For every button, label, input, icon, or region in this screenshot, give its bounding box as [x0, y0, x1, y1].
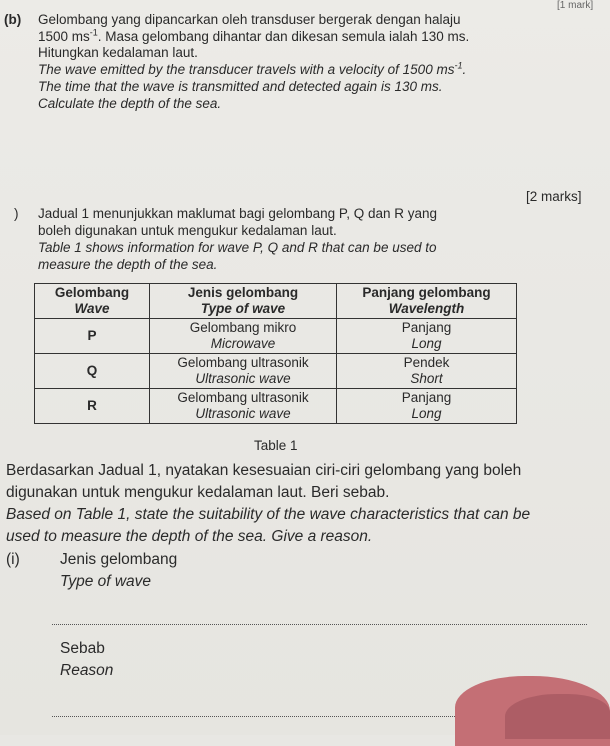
instruction-ms-line2: digunakan untuk mengukur kedalaman laut. Beri sebab.: [6, 484, 390, 501]
question-b-marks: [2 marks]: [526, 189, 582, 204]
instruction-ms-line1: Berdasarkan Jadual 1, nyatakan kesesuaian ciri-ciri gelombang yang boleh: [6, 462, 522, 479]
question-c-ms-line2: boleh digunakan untuk mengukur kedalaman laut.: [38, 223, 337, 238]
wave-info-table: [34, 283, 517, 424]
question-b-en-line1: The wave emitted by the transducer travels with a velocity of 1500 $ms^{-1}$.: [38, 60, 467, 77]
part-i-label: (i): [6, 551, 20, 568]
cell-wavelength: Panjang Long: [337, 319, 517, 354]
cell-wavelength: Pendek Short: [337, 354, 517, 389]
question-b-ms-line2: 1500 $ms^{-1}$. Masa gelombang dihantar dan dikesan semula ialah 130 ms.: [38, 27, 470, 44]
cell-wave: R: [35, 389, 150, 424]
question-b-ms-line1: Gelombang yang dipancarkan oleh transduser bergerak dengan halaju: [38, 12, 461, 27]
cell-wave: P: [35, 319, 150, 354]
instruction-en-line2: used to measure the depth of the sea. Give a reason.: [6, 528, 373, 545]
type-of-wave-en-label: Type of wave: [60, 573, 152, 590]
cell-wave: Q: [35, 354, 150, 389]
question-b-ms-line3: Hitungkan kedalaman laut.: [38, 45, 198, 60]
header-type: Jenis gelombang Type of wave: [150, 284, 337, 319]
question-c-ms-line1: Jadual 1 menunjukkan maklumat bagi gelombang P, Q dan R yang: [38, 206, 438, 221]
table-row: [35, 354, 517, 389]
table-row: [35, 389, 517, 424]
previous-mark-note: [1 mark]: [557, 0, 594, 11]
header-wavelength: Panjang gelombang Wavelength: [337, 284, 517, 319]
question-b-label: (b): [4, 12, 22, 27]
question-c-label: ): [14, 206, 19, 221]
reason-en-label: Reason: [60, 662, 114, 679]
question-c-en-line1: Table 1 shows information for wave P, Q and R that can be used to: [38, 240, 437, 255]
table-header-row: [35, 284, 517, 319]
cell-type: Gelombang mikro Microwave: [150, 319, 337, 354]
cell-type: Gelombang ultrasonik Ultrasonic wave: [150, 354, 337, 389]
cell-type: Gelombang ultrasonik Ultrasonic wave: [150, 389, 337, 424]
instruction-en-line1: Based on Table 1, state the suitability of the wave characteristics that can be: [6, 506, 531, 523]
reason-ms-label: Sebab: [60, 640, 105, 657]
cell-wavelength: Panjang Long: [337, 389, 517, 424]
question-b-en-line3: Calculate the depth of the sea.: [38, 96, 222, 111]
type-of-wave-ms-label: Jenis gelombang: [60, 551, 178, 568]
type-of-wave-answer-line[interactable]: [52, 624, 587, 625]
finger-shadow-dark: [505, 694, 610, 739]
question-c-en-line2: measure the depth of the sea.: [38, 257, 218, 272]
question-b-en-line2: The time that the wave is transmitted and detected again is 130 ms.: [38, 79, 443, 94]
header-wave: Gelombang Wave: [35, 284, 150, 319]
table-row: [35, 319, 517, 354]
table-caption: Table 1: [254, 438, 298, 453]
